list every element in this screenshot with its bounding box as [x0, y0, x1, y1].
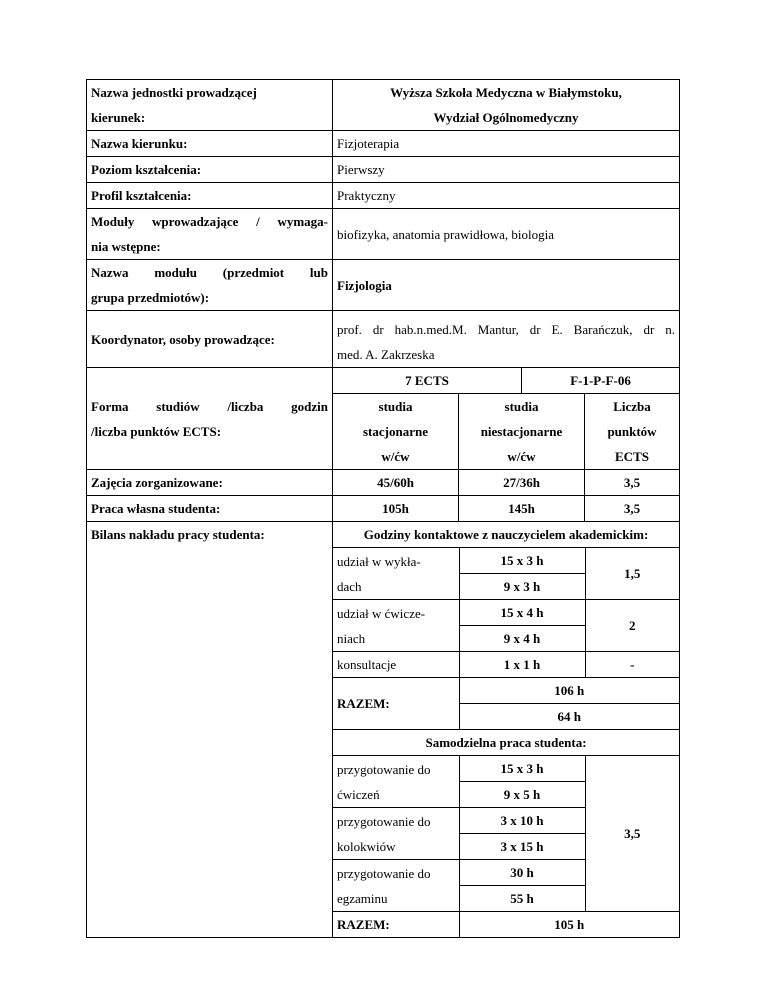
exercises-row-a [333, 600, 679, 626]
own-work-ects: 3,5 [585, 496, 680, 522]
self-total-label: RAZEM: [333, 912, 459, 938]
prereq-value: biofizyka, anatomia prawidłowa, biologia [333, 209, 680, 260]
row-module [87, 260, 680, 311]
own-work-label: Praca własna studenta: [87, 496, 333, 522]
row-coordinator [87, 311, 680, 368]
prep-exercises-full: 15 x 3 h [459, 756, 585, 782]
contact-total-full: 106 h [459, 678, 679, 704]
consult-label: konsultacje [333, 652, 459, 678]
ects-credits: 7 ECTS [333, 368, 522, 393]
prep-colloquia-label: przygotowanie do kolokwiów [333, 808, 459, 860]
lectures-label: udział w wykła- dach [333, 548, 459, 600]
unit-value: Wyższa Szkoła Medyczna w Białymstoku, Wydział Ogólnomedyczny [333, 80, 680, 131]
prep-exam-part: 55 h [459, 886, 585, 912]
form-label: Forma studiów /liczba godzin /liczba punktów ECTS: [87, 368, 333, 470]
module-value: Fizjologia [333, 260, 680, 311]
ects-points-header: Liczba punktów ECTS [585, 394, 680, 470]
ects-credits-row [333, 368, 680, 394]
contact-total-part: 64 h [459, 704, 679, 730]
self-total-row [333, 912, 679, 938]
prep-exam-label: przygotowanie do egzaminu [333, 860, 459, 912]
lectures-row-a [333, 548, 679, 574]
prep-exercises-row-a [333, 756, 679, 782]
row-own-work [87, 496, 680, 522]
prep-exercises-label: przygotowanie do ćwiczeń [333, 756, 459, 808]
unit-label: Nazwa jednostki prowadzącej kierunek: [87, 80, 333, 131]
own-work-full: 105h [333, 496, 459, 522]
self-work-ects: 3,5 [585, 756, 679, 912]
row-balance [87, 522, 680, 938]
prep-exercises-part: 9 x 5 h [459, 782, 585, 808]
coordinator-value: prof. dr hab.n.med.M. Mantur, dr E. Barańczuk, dr n. med. A. Zakrzeska [333, 311, 680, 368]
self-header-row [333, 730, 679, 756]
part-time-header: studia niestacjonarne w/ćw [459, 394, 585, 470]
own-work-part: 145h [459, 496, 585, 522]
contact-total-row-a [333, 678, 679, 704]
profile-value: Praktyczny [333, 183, 680, 209]
organized-part: 27/36h [459, 470, 585, 496]
row-prereq [87, 209, 680, 260]
self-total-value: 105 h [459, 912, 679, 938]
contact-total-label: RAZEM: [333, 678, 459, 730]
full-time-header: studia stacjonarne w/ćw [333, 394, 459, 470]
consult-row [333, 652, 679, 678]
module-code: F-1-P-F-06 [570, 373, 631, 388]
field-label: Nazwa kierunku: [87, 131, 333, 157]
module-table [86, 79, 680, 938]
organized-full: 45/60h [333, 470, 459, 496]
exercises-full: 15 x 4 h [459, 600, 585, 626]
prep-exam-full: 30 h [459, 860, 585, 886]
coordinator-label: Koordynator, osoby prowadzące: [87, 311, 333, 368]
row-level [87, 157, 680, 183]
level-label: Poziom kształcenia: [87, 157, 333, 183]
row-field [87, 131, 680, 157]
balance-detail [333, 522, 680, 938]
balance-label: Bilans nakładu pracy studenta: [87, 522, 333, 938]
module-label: Nazwa modułu (przedmiot lub grupa przedmiotów): [87, 260, 333, 311]
level-value: Pierwszy [333, 157, 680, 183]
lectures-ects: 1,5 [585, 548, 679, 600]
row-profile [87, 183, 680, 209]
lectures-full: 15 x 3 h [459, 548, 585, 574]
consult-value: 1 x 1 h [459, 652, 585, 678]
contact-header-row [333, 522, 679, 548]
row-unit [87, 80, 680, 131]
organized-ects: 3,5 [585, 470, 680, 496]
prep-colloquia-part: 3 x 15 h [459, 834, 585, 860]
exercises-part: 9 x 4 h [459, 626, 585, 652]
row-organized [87, 470, 680, 496]
exercises-ects: 2 [585, 600, 679, 652]
prep-colloquia-full: 3 x 10 h [459, 808, 585, 834]
self-header: Samodzielna praca studenta: [333, 730, 679, 756]
exercises-label: udział w ćwicze- niach [333, 600, 459, 652]
prereq-label: Moduły wprowadzające / wymaga- nia wstępne: [87, 209, 333, 260]
row-ects-head [87, 368, 680, 394]
field-value: Fizjoterapia [333, 131, 680, 157]
profile-label: Profil kształcenia: [87, 183, 333, 209]
lectures-part: 9 x 3 h [459, 574, 585, 600]
organized-label: Zajęcia zorganizowane: [87, 470, 333, 496]
contact-header: Godziny kontaktowe z nauczycielem akademickim: [333, 522, 679, 548]
consult-ects: - [585, 652, 679, 678]
